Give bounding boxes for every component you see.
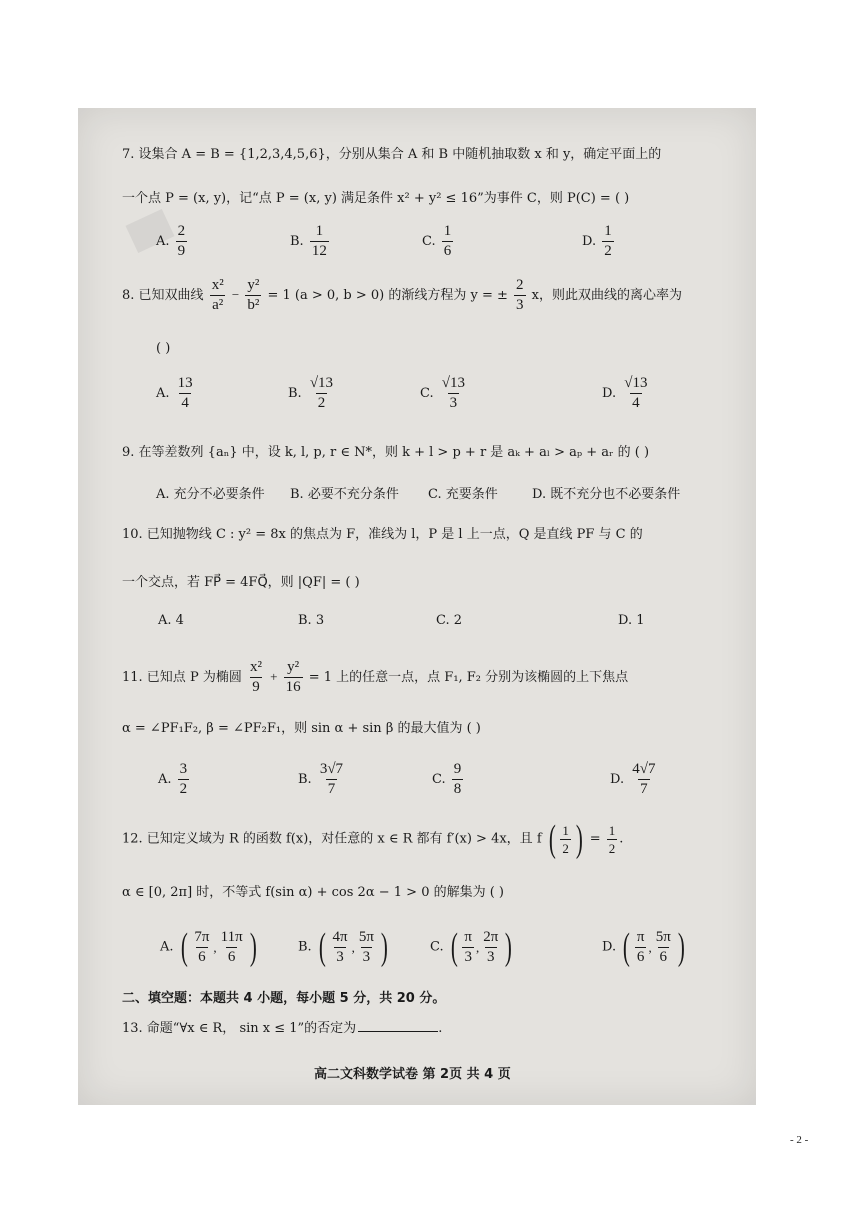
q9-option-d: D. 既不充分也不必要条件 <box>532 487 681 502</box>
q11-option-d: D. $\frac{4√7}{7}$ <box>610 761 656 797</box>
section-heading-fill-in: 二、填空题：本题共 4 小题，每小题 5 分，共 20 分。 <box>122 991 446 1006</box>
q12-line2: α ∈ [0, 2π] 时，不等式 f(sin α) + cos 2α − 1 > 0 的解集为 ( ) <box>122 885 505 900</box>
q13-answer-blank <box>358 1031 438 1032</box>
exam-page <box>78 108 756 1105</box>
q12-option-b: B. ( $\frac{4\pi}{3}$ , $\frac{5\pi}{3}$ ) <box>298 926 388 968</box>
q10-option-c: C. 2 <box>436 613 463 628</box>
q12-option-a: A. ( $\frac{7\pi}{6}$ , $\frac{11\pi}{6}$ ) <box>160 926 257 968</box>
q10-option-d: D. 1 <box>618 613 645 628</box>
q8-option-a: A. $\frac{13}{4}$ <box>156 375 193 411</box>
q8-option-c: C. $\frac{√13}{3}$ <box>420 375 465 411</box>
q12-line1: 12. 已知定义域为 R 的函数 f(x)，对任意的 x ∈ R 都有 f′(x) > 4x，且 f ( $\frac{1}{2}$ ) = $\frac{1}{2}$ . <box>122 818 624 860</box>
q10-option-b: B. 3 <box>298 613 325 628</box>
q10-option-a: A. 4 <box>158 613 184 628</box>
q7-option-d: D. $\frac{1}{2}$ <box>582 223 612 259</box>
q9-option-a: A. 充分不必要条件 <box>156 487 265 502</box>
q10-line2: 一个交点，若 FP⃗ = 4FQ⃗，则 |QF| = ( ) <box>122 575 360 590</box>
q7-line2: 一个点 P = (x, y)，记“点 P = (x, y) 满足条件 x² + y² ≤ 16”为事件 C，则 P(C) = ( ) <box>122 191 630 206</box>
q7-option-c: C. $\frac{1}{6}$ <box>422 223 452 259</box>
q8-option-d: D. $\frac{√13}{4}$ <box>602 375 648 411</box>
q12-option-c: C. ( $\frac{\pi}{3}$ , $\frac{2\pi}{3}$ ) <box>430 926 513 968</box>
q8-answer-blank: ( ) <box>156 341 171 356</box>
page-footer: 高二文科数学试卷 第 2页 共 4 页 <box>314 1067 511 1082</box>
q11-option-c: C. $\frac{9}{8}$ <box>432 761 462 797</box>
q8-line1: 8. 已知双曲线 $\frac{\text{x²}}{\text{a²}}$ − $\frac{\text{y²}}{\text{b²}}$ = 1 (a > 0, b > 0) 的渐线方程为 y = ± $\frac{2}{3}$ x，则此双曲线的离心率为 <box>122 277 683 313</box>
q11-line1: 11. 已知点 P 为椭圆 $\frac{\text{x²}}{9}$ + $\frac{\text{y²}}{16}$ = 1 上的任意一点，点 F₁, F₂ 分别为该椭圆的上下焦点 <box>122 659 629 695</box>
q11-option-a: A. $\frac{3}{2}$ <box>158 761 188 797</box>
q10-line1: 10. 已知抛物线 C : y² = 8x 的焦点为 F，准线为 l，P 是 l 上一点，Q 是直线 PF 与 C 的 <box>122 527 643 542</box>
q11-line2: α = ∠PF₁F₂, β = ∠PF₂F₁，则 sin α + sin β 的最大值为 ( ) <box>122 721 481 736</box>
q9-option-b: B. 必要不充分条件 <box>290 487 399 502</box>
q12-option-d: D. ( $\frac{\pi}{6}$ , $\frac{5\pi}{6}$ ) <box>602 926 685 968</box>
q8-option-b: B. $\frac{√13}{2}$ <box>288 375 334 411</box>
q7-line1: 7. 设集合 A = B = {1,2,3,4,5,6}，分别从集合 A 和 B 中随机抽取数 x 和 y，确定平面上的 <box>122 147 662 162</box>
q9-option-c: C. 充要条件 <box>428 487 498 502</box>
q13-line: 13. 命题“∀x ∈ R， sin x ≤ 1”的否定为 . <box>122 1021 443 1036</box>
q9-line1: 9. 在等差数列 {aₙ} 中，设 k, l, p, r ∈ N*，则 k + l > p + r 是 aₖ + aₗ > aₚ + aᵣ 的 ( ) <box>122 445 650 460</box>
q11-option-b: B. $\frac{3√7}{7}$ <box>298 761 344 797</box>
q7-option-b: B. $\frac{1}{12}$ <box>290 223 327 259</box>
page-number: - 2 - <box>790 1134 809 1146</box>
q7-option-a: A. $\frac{2}{9}$ <box>156 223 186 259</box>
